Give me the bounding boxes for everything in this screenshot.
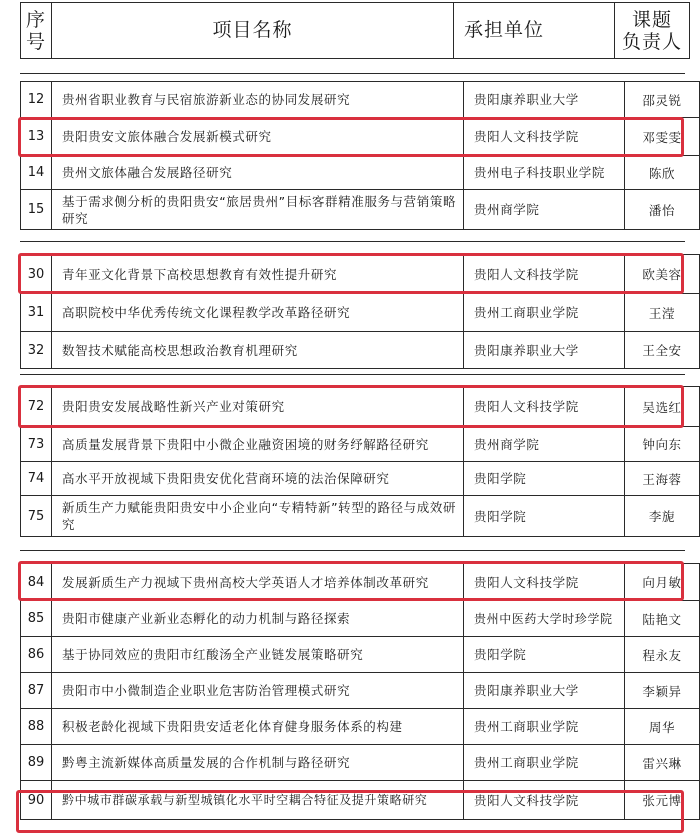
row-lead: 邵灵锐: [625, 82, 700, 118]
row-unit: 贵阳人文科技学院: [464, 118, 625, 156]
table-row: [21, 601, 700, 637]
row-no: 72: [21, 387, 52, 427]
row-unit: 贵阳人文科技学院: [464, 387, 625, 427]
row-unit: 贵阳学院: [464, 462, 625, 496]
table-row: [21, 637, 700, 673]
row-no: 75: [21, 496, 52, 537]
row-no: 74: [21, 462, 52, 496]
row-project: 高质量发展背景下贵阳中小微企业融资困境的财务纾解路径研究: [52, 427, 464, 462]
row-lead: 吴选红: [625, 387, 700, 427]
row-unit: 贵州电子科技职业学院: [464, 156, 625, 190]
row-unit: 贵阳人文科技学院: [464, 781, 625, 820]
row-unit: 贵州商学院: [464, 427, 625, 462]
row-no: 84: [21, 564, 52, 601]
section-separator: [20, 73, 685, 74]
row-unit: 贵州商学院: [464, 190, 625, 230]
row-unit: 贵州工商职业学院: [464, 709, 625, 745]
table-row: [21, 82, 700, 118]
row-project: 基于协同效应的贵阳市红酸汤全产业链发展策略研究: [52, 637, 464, 673]
row-lead: 雷兴琳: [625, 745, 700, 781]
row-lead: 张元博: [625, 781, 700, 820]
table-group-3: [20, 386, 700, 537]
row-lead: 王海蓉: [625, 462, 700, 496]
table-header: [20, 2, 690, 59]
table-row: [21, 496, 700, 537]
row-lead: 陆艳文: [625, 601, 700, 637]
row-unit: 贵阳康养职业大学: [464, 82, 625, 118]
row-unit: 贵州工商职业学院: [464, 745, 625, 781]
row-project: 新质生产力赋能贵阳贵安中小企业向“专精特新”转型的路径与成效研究: [52, 496, 464, 537]
row-no: 85: [21, 601, 52, 637]
row-lead: 李颖异: [625, 673, 700, 709]
section-separator: [20, 550, 685, 551]
row-project: 积极老龄化视域下贵阳贵安适老化体育健身服务体系的构建: [52, 709, 464, 745]
header-lead: [615, 3, 690, 59]
row-unit: 贵州中医药大学时珍学院: [464, 601, 625, 637]
row-project: 青年亚文化背景下高校思想教育有效性提升研究: [52, 255, 464, 294]
row-no: 88: [21, 709, 52, 745]
table-row: [21, 462, 700, 496]
header-project: 项目名称: [52, 3, 454, 59]
row-lead: 向月敏: [625, 564, 700, 601]
row-project: 发展新质生产力视域下贵州高校大学英语人才培养体制改革研究: [52, 564, 464, 601]
row-lead: 李旎: [625, 496, 700, 537]
row-project: 贵阳贵安发展战略性新兴产业对策研究: [52, 387, 464, 427]
table-group-1: [20, 81, 700, 230]
header-unit: 承担单位: [454, 3, 615, 59]
row-no: 87: [21, 673, 52, 709]
row-lead: 潘怡: [625, 190, 700, 230]
row-project: 数智技术赋能高校思想政治教育机理研究: [52, 332, 464, 369]
row-project: 贵阳贵安文旅体融合发展新模式研究: [52, 118, 464, 156]
row-lead: 邓雯雯: [625, 118, 700, 156]
table-row: [21, 387, 700, 427]
table-row: [21, 294, 700, 332]
row-lead: 王全安: [625, 332, 700, 369]
row-lead: 周华: [625, 709, 700, 745]
section-separator: [20, 241, 685, 242]
table-row: [21, 709, 700, 745]
row-project: 贵阳市中小微制造企业职业危害防治管理模式研究: [52, 673, 464, 709]
header-no: [21, 3, 52, 59]
section-separator: [20, 374, 685, 375]
row-no: 32: [21, 332, 52, 369]
row-unit: 贵阳人文科技学院: [464, 564, 625, 601]
row-lead: 陈欣: [625, 156, 700, 190]
row-unit: 贵阳康养职业大学: [464, 673, 625, 709]
row-no: 12: [21, 82, 52, 118]
row-no: 90: [21, 781, 52, 820]
row-no: 13: [21, 118, 52, 156]
row-unit: 贵州工商职业学院: [464, 294, 625, 332]
row-project: 基于需求侧分析的贵阳贵安“旅居贵州”目标客群精准服务与营销策略研究: [52, 190, 464, 230]
row-no: 14: [21, 156, 52, 190]
table-row: [21, 673, 700, 709]
row-unit: 贵阳学院: [464, 637, 625, 673]
row-unit: 贵阳康养职业大学: [464, 332, 625, 369]
row-lead: 钟向东: [625, 427, 700, 462]
row-project: 高水平开放视域下贵阳贵安优化营商环境的法治保障研究: [52, 462, 464, 496]
table-row: [21, 255, 700, 294]
table-row: [21, 332, 700, 369]
table-row: [21, 427, 700, 462]
row-project: 贵州省职业教育与民宿旅游新业态的协同发展研究: [52, 82, 464, 118]
row-lead: 欧美容: [625, 255, 700, 294]
row-project: 黔中城市群碳承载与新型城镇化水平时空耦合特征及提升策略研究: [52, 781, 464, 820]
table-group-4: [20, 563, 700, 820]
header-no-line2: 号: [25, 30, 46, 53]
row-project: 高职院校中华优秀传统文化课程教学改革路径研究: [52, 294, 464, 332]
header-lead-line2: 负责人: [621, 30, 682, 53]
header-lead-line1: 课题: [631, 8, 672, 31]
table-row: [21, 564, 700, 601]
table-row: [21, 156, 700, 190]
row-no: 30: [21, 255, 52, 294]
row-lead: 程永友: [625, 637, 700, 673]
row-project: 黔粤主流新媒体高质量发展的合作机制与路径研究: [52, 745, 464, 781]
table-group-2: [20, 254, 700, 369]
row-no: 89: [21, 745, 52, 781]
row-unit: 贵阳学院: [464, 496, 625, 537]
header-no-line1: 序: [25, 8, 46, 31]
table-row: [21, 745, 700, 781]
table-row: [21, 118, 700, 156]
row-project: 贵州文旅体融合发展路径研究: [52, 156, 464, 190]
row-unit: 贵阳人文科技学院: [464, 255, 625, 294]
row-lead: 王滢: [625, 294, 700, 332]
row-no: 86: [21, 637, 52, 673]
table-row: [21, 190, 700, 230]
row-project: 贵阳市健康产业新业态孵化的动力机制与路径探索: [52, 601, 464, 637]
row-no: 73: [21, 427, 52, 462]
row-no: 15: [21, 190, 52, 230]
row-no: 31: [21, 294, 52, 332]
table-row: [21, 781, 700, 820]
